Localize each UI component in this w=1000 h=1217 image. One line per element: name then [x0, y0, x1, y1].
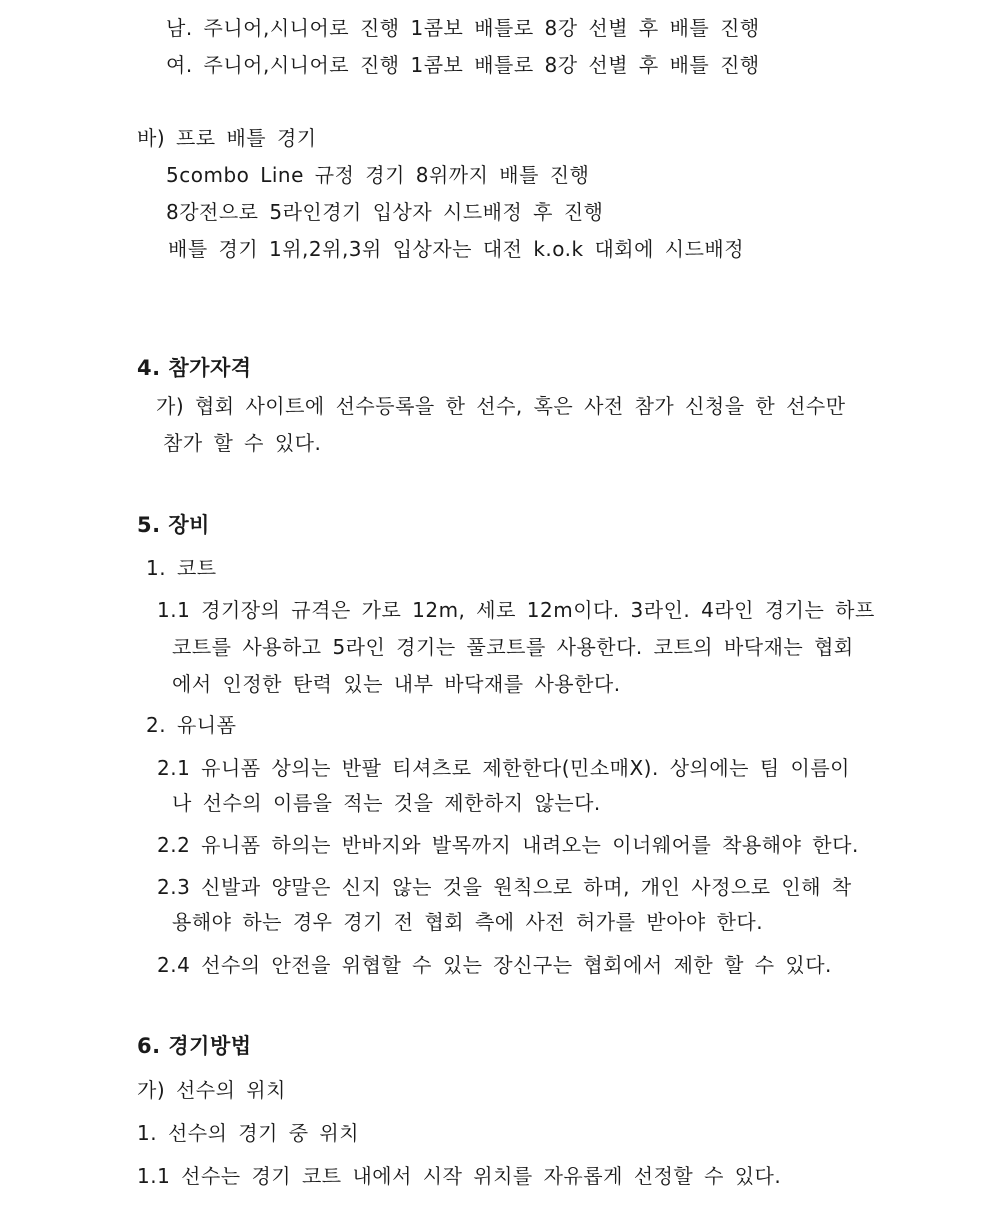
subsection-title: 2. 유니폼: [146, 713, 237, 737]
paragraph-line: 배틀 경기 1위,2위,3위 입상자는 대전 k.o.k 대회에 시드배정: [168, 237, 745, 261]
paragraph-line: 가) 협회 사이트에 선수등록을 한 선수, 혹은 사전 참가 신청을 한 선수만: [156, 394, 846, 418]
paragraph-line: 2.2 유니폼 하의는 반바지와 발목까지 내려오는 이너웨어를 착용해야 한다.: [157, 833, 859, 857]
paragraph-line: 1.1 경기장의 규격은 가로 12m, 세로 12m이다. 3라인. 4라인 경기는 하프: [157, 598, 875, 622]
subsection-title: 가) 선수의 위치: [137, 1078, 286, 1102]
section-heading: 6. 경기방법: [137, 1034, 252, 1058]
paragraph-line: 1.1 선수는 경기 코트 내에서 시작 위치를 자유롭게 선정할 수 있다.: [137, 1164, 782, 1188]
paragraph-line: 2.1 유니폼 상의는 반팔 티셔츠로 제한한다(민소매X). 상의에는 팀 이름이: [157, 756, 850, 780]
section-heading: 4. 참가자격: [137, 356, 252, 380]
subsection-title: 1. 코트: [146, 556, 217, 580]
paragraph-line: 참가 할 수 있다.: [163, 431, 322, 455]
paragraph-line: 2.3 신발과 양말은 신지 않는 것을 원칙으로 하며, 개인 사정으로 인해 착: [157, 875, 852, 899]
paragraph-line: 여. 주니어,시니어로 진행 1콤보 배틀로 8강 선별 후 배틀 진행: [166, 53, 760, 77]
paragraph-line: 나 선수의 이름을 적는 것을 제한하지 않는다.: [172, 791, 601, 815]
section-heading: 5. 장비: [137, 513, 210, 537]
paragraph-line: 5combo Line 규정 경기 8위까지 배틀 진행: [166, 163, 590, 187]
paragraph-line: 2.4 선수의 안전을 위협할 수 있는 장신구는 협회에서 제한 할 수 있다.: [157, 953, 832, 977]
paragraph-line: 에서 인정한 탄력 있는 내부 바닥재를 사용한다.: [172, 672, 621, 696]
paragraph-line: 8강전으로 5라인경기 입상자 시드배정 후 진행: [166, 200, 604, 224]
paragraph-line: 1. 선수의 경기 중 위치: [137, 1121, 360, 1145]
paragraph-line: 코트를 사용하고 5라인 경기는 풀코트를 사용한다. 코트의 바닥재는 협회: [172, 635, 854, 659]
subsection-title: 바) 프로 배틀 경기: [137, 126, 317, 150]
paragraph-line: 용해야 하는 경우 경기 전 협회 측에 사전 허가를 받아야 한다.: [172, 910, 764, 934]
paragraph-line: 남. 주니어,시니어로 진행 1콤보 배틀로 8강 선별 후 배틀 진행: [166, 16, 760, 40]
